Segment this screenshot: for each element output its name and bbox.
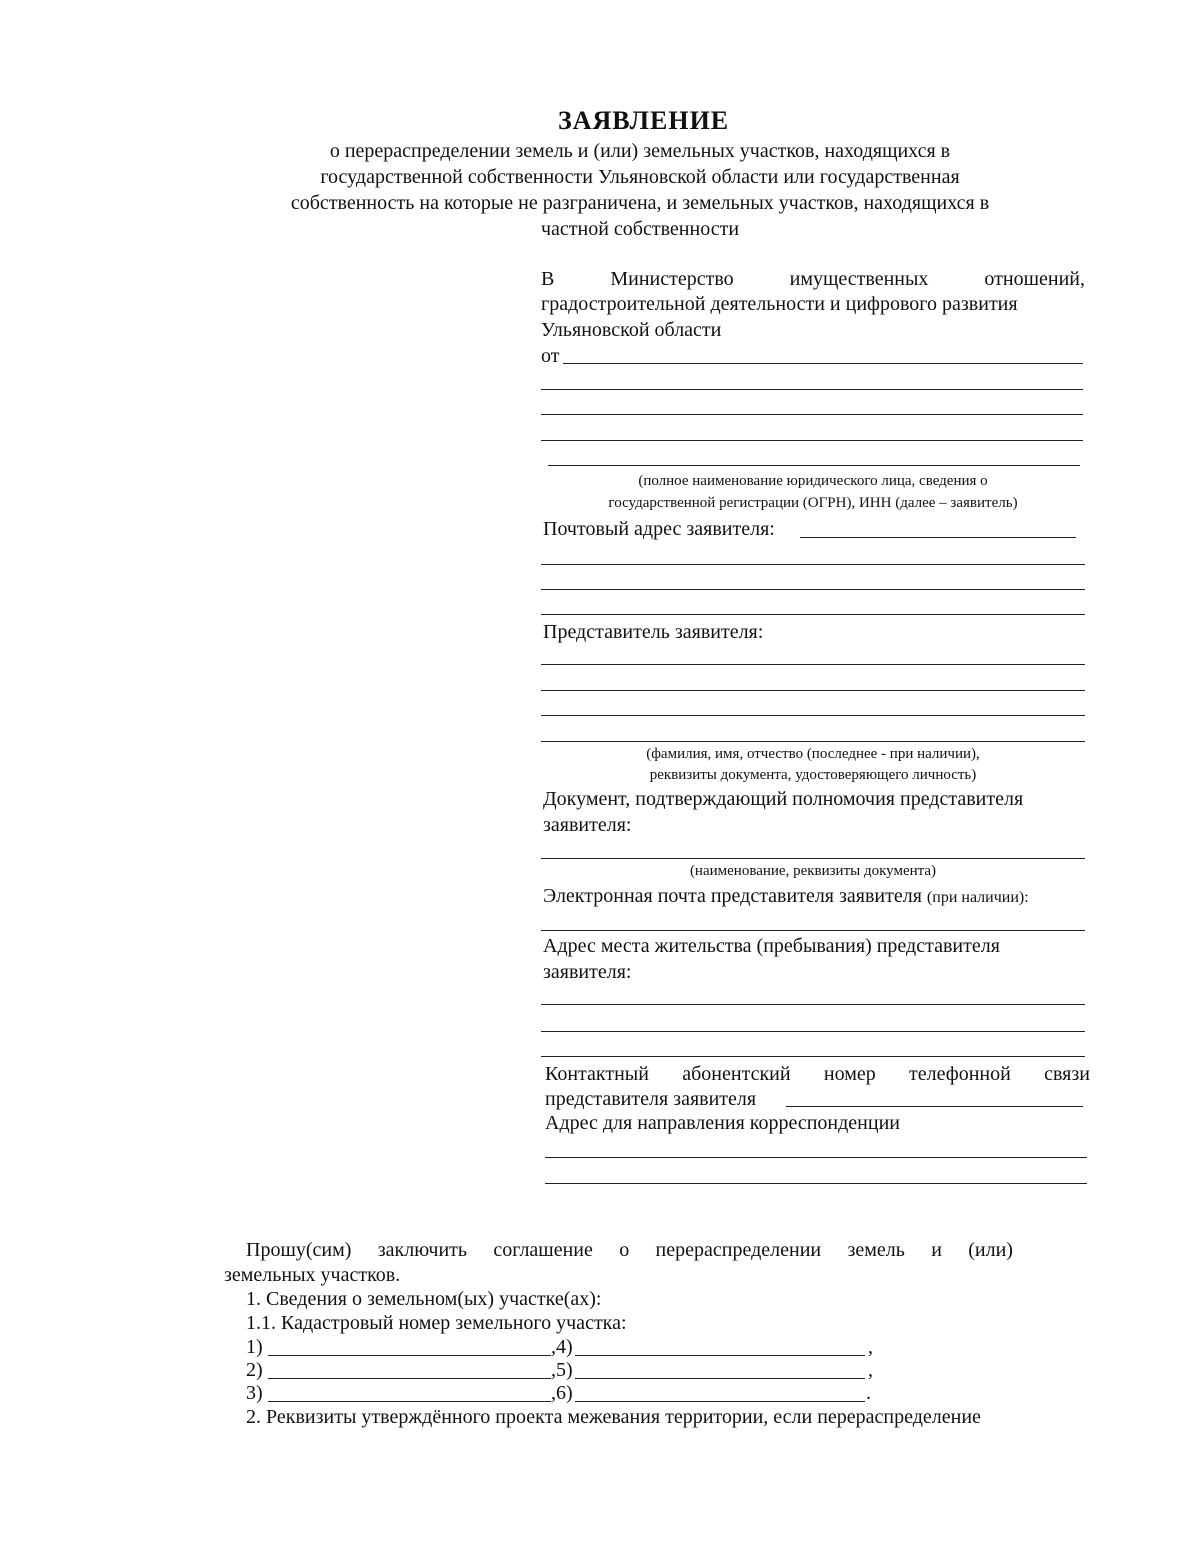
request-word: о: [619, 1239, 630, 1261]
addressee-word: Министерство: [610, 268, 734, 290]
cadastral-label-5: ,5): [551, 1359, 573, 1381]
postal-address-input-line[interactable]: [541, 564, 1085, 565]
request-word: перераспределении: [655, 1239, 822, 1261]
applicant-input-line[interactable]: [541, 389, 1083, 390]
request-word: заключить: [377, 1239, 468, 1261]
subtitle-line-1: о перераспределении земель и (или) земельных участков, находящихся в: [329, 140, 951, 162]
residence-input-line[interactable]: [541, 1056, 1085, 1057]
from-input-line[interactable]: [563, 363, 1083, 364]
from-label: от: [541, 345, 560, 367]
cadastral-input-2[interactable]: [268, 1378, 551, 1379]
request-word: Прошу(сим): [246, 1239, 352, 1261]
phone-word: номер: [823, 1063, 876, 1085]
applicant-input-line[interactable]: [541, 440, 1083, 441]
postal-address-input-line[interactable]: [541, 589, 1085, 590]
applicant-input-line[interactable]: [541, 414, 1083, 415]
correspondence-input-line[interactable]: [545, 1157, 1087, 1158]
request-line-2: земельных участков.: [224, 1264, 401, 1286]
addressee-line-3: Ульяновской области: [541, 319, 722, 341]
phone-label-2: представителя заявителя: [545, 1088, 757, 1110]
representative-input-line[interactable]: [541, 715, 1085, 716]
phone-word: связи: [1044, 1063, 1090, 1085]
cadastral-input-1[interactable]: [268, 1355, 551, 1356]
correspondence-label: Адрес для направления корреспонденции: [545, 1112, 900, 1134]
residence-label-1: Адрес места жительства (пребывания) представителя: [543, 935, 1000, 957]
residence-label-2: заявителя:: [543, 961, 632, 983]
addressee-word: В: [541, 268, 555, 290]
cadastral-end-1: ,: [868, 1336, 873, 1358]
request-word: соглашение: [493, 1239, 593, 1261]
cadastral-end-2: ,: [868, 1359, 873, 1381]
request-line-1: [246, 1239, 1013, 1262]
request-word: (или): [968, 1239, 1013, 1261]
cadastral-label-3: 3): [246, 1382, 263, 1404]
representative-label: Представитель заявителя:: [543, 621, 764, 643]
authority-doc-input-line[interactable]: [541, 858, 1085, 859]
applicant-hint-2: государственной регистрации (ОГРН), ИНН (далее – заявитель): [608, 495, 1018, 511]
subtitle-line-2: государственной собственности Ульяновской области или государственная: [320, 166, 960, 188]
cadastral-end-3: .: [866, 1382, 871, 1404]
representative-input-line[interactable]: [541, 741, 1085, 742]
addressee-line-2: градостроительной деятельности и цифрового развития: [541, 293, 1018, 315]
cadastral-input-4[interactable]: [575, 1355, 865, 1356]
correspondence-input-line[interactable]: [545, 1183, 1087, 1184]
addressee-line-1: [541, 268, 1085, 291]
cadastral-label-1: 1): [246, 1336, 263, 1358]
section-2-heading: 2. Реквизиты утверждённого проекта межевания территории, если перераспределение: [246, 1406, 981, 1428]
postal-address-input-line[interactable]: [800, 537, 1076, 538]
authority-doc-label-2: заявителя:: [543, 814, 632, 836]
applicant-hint-1: (полное наименование юридического лица, сведения о: [638, 473, 988, 489]
section-1-heading: 1. Сведения о земельном(ых) участке(ах):: [246, 1288, 602, 1310]
cadastral-input-5[interactable]: [575, 1378, 865, 1379]
authority-doc-label-1: Документ, подтверждающий полномочия представителя: [543, 788, 1024, 810]
representative-hint-1: (фамилия, имя, отчество (последнее - при наличии),: [646, 746, 980, 762]
representative-hint-2: реквизиты документа, удостоверяющего личность): [649, 767, 977, 783]
cadastral-input-6[interactable]: [575, 1401, 865, 1402]
subtitle-line-3: собственность на которые не разграничена, и земельных участков, находящихся в: [290, 192, 990, 214]
cadastral-input-3[interactable]: [268, 1401, 551, 1402]
residence-input-line[interactable]: [541, 1031, 1085, 1032]
authority-doc-hint: (наименование, реквизиты документа): [689, 863, 937, 879]
phone-label-1: [545, 1063, 1090, 1086]
addressee-word: отношений,: [984, 268, 1085, 290]
request-word: земель: [847, 1239, 905, 1261]
email-label-text: Электронная почта представителя заявителя: [543, 885, 922, 907]
representative-input-line[interactable]: [541, 664, 1085, 665]
section-1-1-heading: 1.1. Кадастровый номер земельного участка:: [246, 1312, 627, 1334]
applicant-input-line[interactable]: [548, 465, 1080, 466]
phone-input-line[interactable]: [786, 1106, 1083, 1107]
phone-word: Контактный: [545, 1063, 649, 1085]
phone-word: телефонной: [909, 1063, 1011, 1085]
phone-word: абонентский: [682, 1063, 791, 1085]
email-input-line[interactable]: [541, 930, 1085, 931]
cadastral-label-6: ,6): [551, 1382, 573, 1404]
email-label: [543, 885, 1029, 908]
representative-input-line[interactable]: [541, 690, 1085, 691]
cadastral-label-4: ,4): [551, 1336, 573, 1358]
postal-address-input-line[interactable]: [541, 614, 1085, 615]
postal-address-label: Почтовый адрес заявителя:: [543, 518, 775, 540]
addressee-word: имущественных: [789, 268, 929, 290]
subtitle-line-4: частной собственности: [540, 218, 740, 240]
request-word: и: [931, 1239, 942, 1261]
residence-input-line[interactable]: [541, 1004, 1085, 1005]
document-title: ЗАЯВЛЕНИЕ: [558, 106, 730, 135]
cadastral-label-2: 2): [246, 1359, 263, 1381]
email-note: (при наличии):: [926, 889, 1029, 906]
